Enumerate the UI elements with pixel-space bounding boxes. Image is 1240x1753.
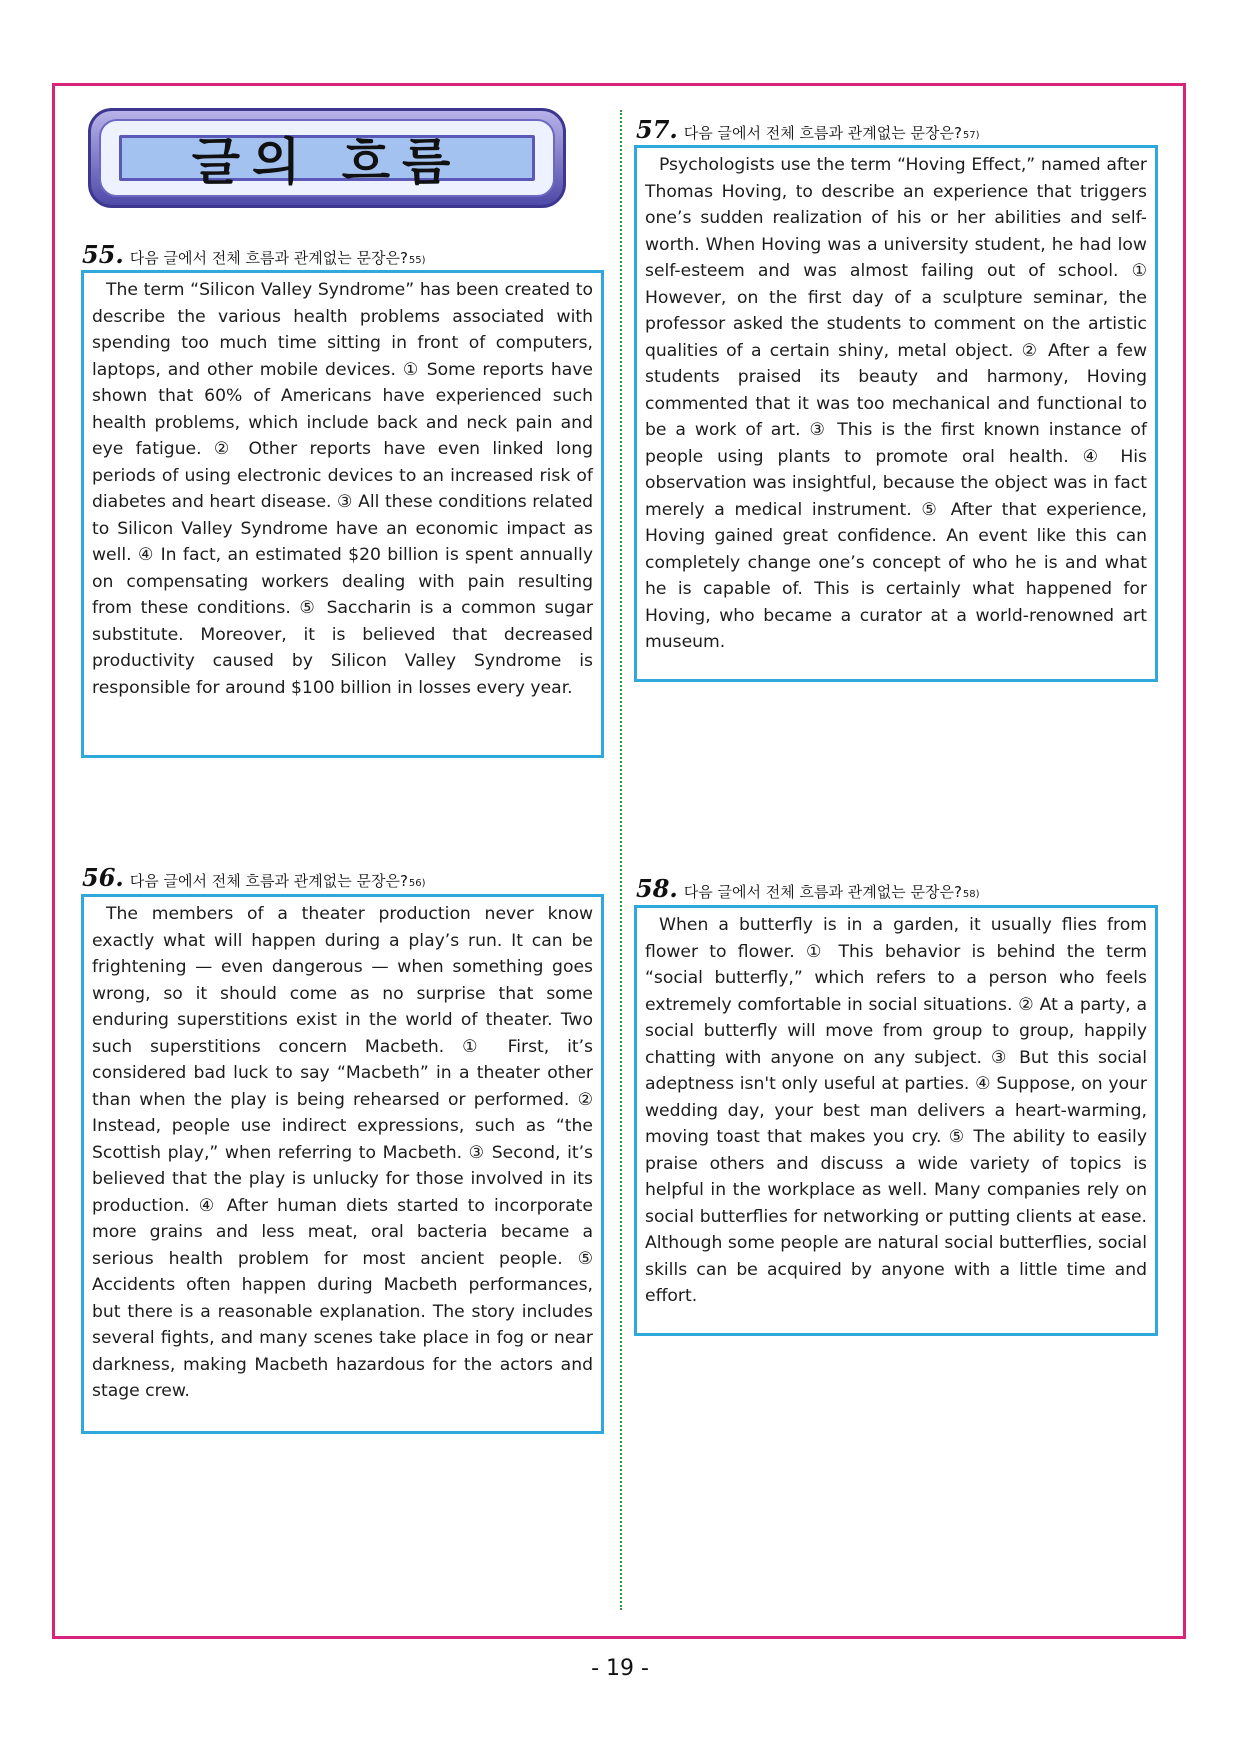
question-number: 58. [636, 874, 678, 903]
passage-box-56 [81, 894, 604, 1434]
question-prompt: 다음 글에서 전체 흐름과 관계없는 문장은? [683, 883, 962, 901]
passage-text: The term “Silicon Valley Syndrome” has been created to describe the various health problems associated with spending too much time sitting in front of computers, laptops, and other mobile devices. ① Some reports have shown that 60% of Americans have experienced such health problems, which include back and neck pain and eye fatigue. ② Other reports have even linked long periods of using electronic devices to an increased risk of diabetes and heart disease. ③ All these conditions related to Silicon Valley Syndrome have an economic impact as well. ④ In fact, an estimated $20 billion is spent annually on compensating workers dealing with pain resulting from these conditions. ⑤ Saccharin is a common sugar substitute. Moreover, it is believed that decreased productivity caused by Silicon Valley Syndrome is responsible for around $100 billion in losses every year. [92, 280, 593, 698]
section-banner-inner [119, 133, 535, 191]
question-prompt: 다음 글에서 전체 흐름과 관계없는 문장은? [129, 872, 408, 890]
section-banner-frame [99, 119, 555, 197]
section-banner [88, 108, 566, 208]
question-heading-55 [82, 240, 426, 269]
question-footnote: 57) [962, 130, 980, 141]
question-footnote: 55) [408, 255, 426, 266]
page-number: - 19 - [591, 1656, 649, 1681]
question-footnote: 58) [962, 889, 980, 900]
section-title: 글의 흐름 [191, 133, 463, 191]
question-heading-57 [636, 115, 980, 144]
question-number: 55. [82, 240, 124, 269]
question-footnote: 56) [408, 878, 426, 889]
passage-box-58 [634, 905, 1158, 1336]
passage-box-55 [81, 270, 604, 758]
passage-text: Psychologists use the term “Hoving Effect,” named after Thomas Hoving, to describe an experience that triggers one’s sudden realization of his or her abilities and self-worth. When Hoving was a university student, he had low self-esteem and was almost failing out of school. ① However, on the first day of a sculpture seminar, the professor asked the students to comment on the artistic qualities of a certain shiny, metal object. ② After a few students praised its beauty and harmony, Hoving commented that it was too mechanical and functional to be a work of art. ③ This is the first known instance of people using plants to promote oral health. ④ His observation was insightful, because the object was in fact merely a medical instrument. ⑤ After that experience, Hoving gained great confidence. An event like this can completely change one’s concept of who he is and what he is capable of. This is certainly what happened for Hoving, who became a curator at a world-renowned art museum. [645, 155, 1147, 652]
question-number: 57. [636, 115, 678, 144]
question-prompt: 다음 글에서 전체 흐름과 관계없는 문장은? [683, 124, 962, 142]
question-heading-58 [636, 874, 980, 903]
passage-box-57 [634, 145, 1158, 682]
passage-text: When a butterfly is in a garden, it usually flies from flower to flower. ① This behavior is behind the term “social butterfly,” which refers to a person who feels extremely comfortable in social situations. ② At a party, a social butterfly will move from group to group, happily chatting with anyone on any subject. ③ But this social adeptness isn't only useful at parties. ④ Suppose, on your wedding day, your best man delivers a heart-warming, moving toast that makes you cry. ⑤ The ability to easily praise others and discuss a wide variety of topics is helpful in the workplace as well. Many companies rely on social butterflies for networking or putting clients at ease. Although some people are natural social butterflies, social skills can be acquired by anyone with a little time and effort. [645, 915, 1147, 1306]
passage-text: The members of a theater production never know exactly what will happen during a play’s run. It can be frightening — even dangerous — when something goes wrong, so it should come as no surprise that some enduring superstitions exist in the world of theater. Two such superstitions concern Macbeth. ① First, it’s considered bad luck to say “Macbeth” in a theater other than when the play is being rehearsed or performed. ② Instead, people use indirect expressions, such as “the Scottish play,” when referring to Macbeth. ③ Second, it’s believed that the play is unlucky for those involved in its production. ④ After human diets started to incorporate more grains and less meat, oral bacteria became a serious health problem for most ancient people. ⑤ Accidents often happen during Macbeth performances, but there is a reasonable explanation. The story includes several fights, and many scenes take place in fog or near darkness, making Macbeth hazardous for the actors and stage crew. [92, 904, 593, 1401]
question-heading-56 [82, 863, 426, 892]
question-prompt: 다음 글에서 전체 흐름과 관계없는 문장은? [129, 249, 408, 267]
column-divider [620, 110, 622, 1610]
question-number: 56. [82, 863, 124, 892]
